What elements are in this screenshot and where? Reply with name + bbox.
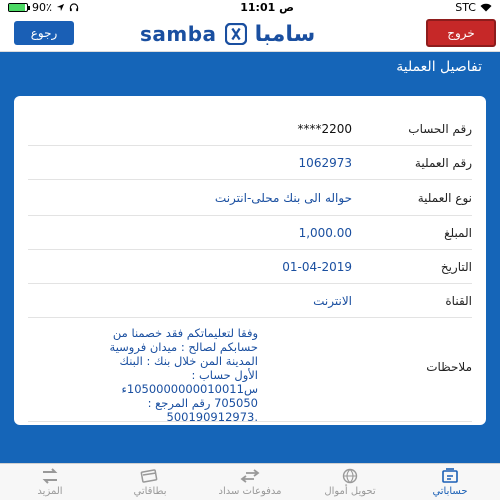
status-left <box>8 1 79 14</box>
channel-value: الانترنت <box>313 293 352 308</box>
tab-cards-label: بطاقاتي <box>133 485 167 497</box>
logo-latin: samba <box>140 22 217 46</box>
status-right <box>455 1 492 14</box>
detail-row-account <box>28 112 472 146</box>
transaction-details-card <box>14 96 486 425</box>
date-value: 01-04-2019 <box>282 259 352 274</box>
amount-value: 1,000.00 <box>298 225 352 240</box>
accounts-icon <box>440 468 460 484</box>
notes-label: ملاحظات <box>426 360 472 374</box>
tab-accounts[interactable] <box>400 464 500 500</box>
carrier-name: STC <box>455 1 476 14</box>
channel-label: القناة <box>445 293 472 308</box>
page-title-bar <box>0 52 500 82</box>
samba-logo <box>140 21 315 47</box>
status-bar <box>0 0 500 15</box>
samba-logo-icon <box>225 23 247 45</box>
detail-row-type <box>28 180 472 216</box>
exit-button-label: خروج <box>447 26 475 40</box>
detail-row-channel <box>28 284 472 318</box>
back-button-label: رجوع <box>30 26 58 40</box>
more-icon <box>40 468 60 484</box>
tab-payments[interactable] <box>200 464 300 500</box>
tab-transfer[interactable] <box>300 464 400 500</box>
bottom-tab-bar <box>0 463 500 500</box>
battery-icon <box>8 3 28 12</box>
detail-row-amount <box>28 216 472 250</box>
cards-icon <box>140 468 160 484</box>
page-title: تفاصيل العملية <box>396 59 482 75</box>
tab-more-label: المزيد <box>37 485 63 497</box>
logo-arabic: سامبا <box>254 21 316 47</box>
headphones-icon <box>69 3 79 12</box>
status-time: 11:01 ص <box>240 1 294 14</box>
tab-accounts-label: حساباتي <box>432 485 468 497</box>
transfer-icon <box>340 468 360 484</box>
tab-transfer-label: تحويل أموال <box>324 485 376 497</box>
app-header <box>0 15 500 52</box>
transaction-number-value: 1062973 <box>298 155 352 170</box>
transaction-type-label: نوع العملية <box>417 190 472 205</box>
date-label: التاريخ <box>440 259 472 274</box>
account-number-value: ****2200 <box>297 121 352 136</box>
detail-row-date <box>28 250 472 284</box>
amount-label: المبلغ <box>444 225 472 240</box>
detail-row-reference <box>28 146 472 180</box>
account-number-label: رقم الحساب <box>408 121 472 136</box>
transaction-type-value: حواله الى بنك محلى-انترنت <box>214 190 352 205</box>
exit-button[interactable] <box>426 19 496 47</box>
tab-more[interactable] <box>0 464 100 500</box>
location-icon <box>56 3 65 12</box>
back-button[interactable] <box>14 21 74 45</box>
battery-percent: 90٪ <box>32 1 52 14</box>
wifi-icon <box>480 3 492 12</box>
notes-value: وفقا لتعليماتكم فقد خصمنا من حسابكم لصالح : ميدان فروسية المدينة المن خلال بنك : البنك الأول حساب : س1050000000010011ء 705050 رقم المرجع : .500190912973 <box>109 326 258 424</box>
detail-row-notes <box>28 320 472 422</box>
transaction-number-label: رقم العملية <box>414 155 472 170</box>
payments-icon <box>240 468 260 484</box>
tab-cards[interactable] <box>100 464 200 500</box>
tab-payments-label: مدفوعات سداد <box>218 485 282 497</box>
